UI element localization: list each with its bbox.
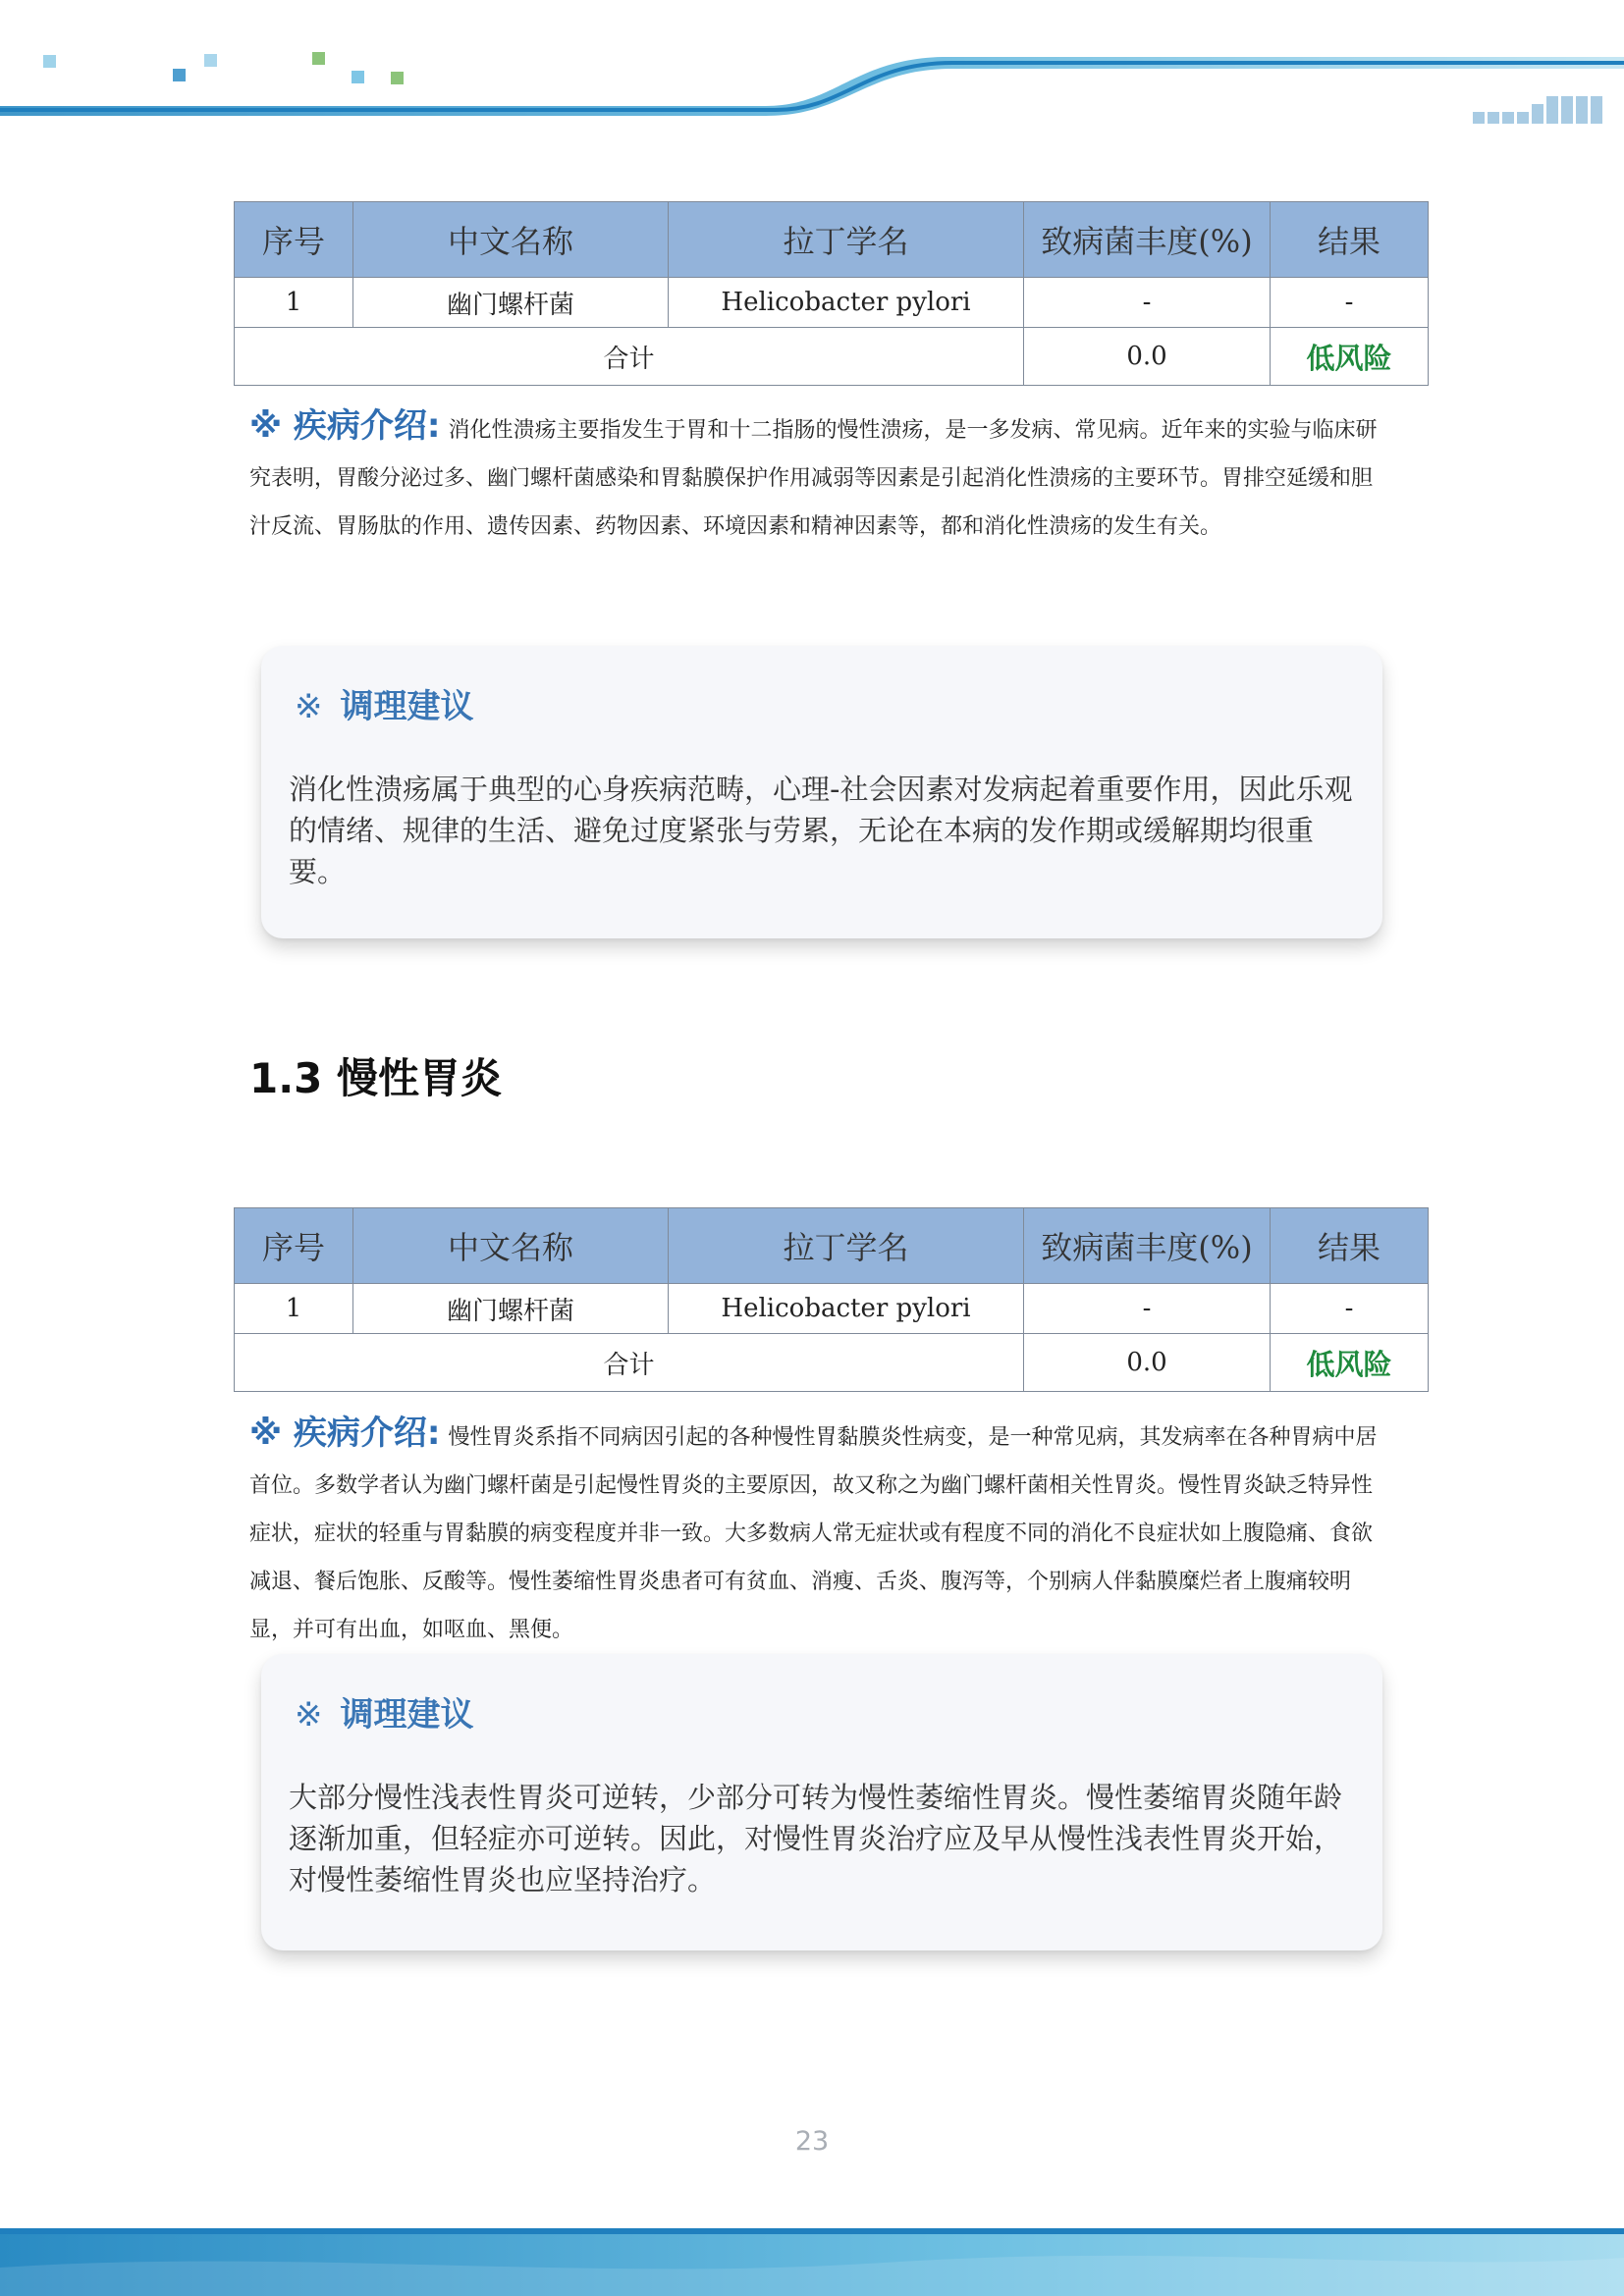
header-result: 结果 (1271, 202, 1429, 278)
table-header-row (235, 202, 1429, 278)
row-latin-name: Helicobacter pylori (669, 1284, 1024, 1334)
total-value: 0.0 (1024, 1334, 1271, 1392)
reference-mark-icon: ※ (295, 687, 323, 726)
result-table-chronic-gastritis (234, 1207, 1429, 1392)
page-number: 23 (794, 2126, 830, 2157)
header-decoration (0, 0, 1624, 137)
header-index: 序号 (235, 202, 353, 278)
reference-mark-icon: ※ (295, 1695, 323, 1735)
risk-badge: 低风险 (1271, 1334, 1429, 1392)
header-latin-name: 拉丁学名 (669, 1208, 1024, 1284)
row-index: 1 (235, 1284, 353, 1334)
header-index: 序号 (235, 1208, 353, 1284)
risk-badge: 低风险 (1271, 328, 1429, 386)
advice-title-text: 调理建议 (340, 687, 474, 726)
header-abundance: 致病菌丰度(%) (1024, 1208, 1271, 1284)
result-table-peptic-ulcer (234, 201, 1429, 386)
total-label: 合计 (235, 328, 1024, 386)
row-result: - (1271, 278, 1429, 328)
header-abundance: 致病菌丰度(%) (1024, 202, 1271, 278)
header-result: 结果 (1271, 1208, 1429, 1284)
row-latin-name: Helicobacter pylori (669, 278, 1024, 328)
disease-intro (249, 402, 1379, 551)
table-total-row (235, 328, 1429, 386)
row-cn-name: 幽门螺杆菌 (353, 278, 669, 328)
table-row (235, 1284, 1429, 1334)
advice-card-title (295, 679, 1355, 727)
header-cn-name: 中文名称 (353, 202, 669, 278)
row-abundance: - (1024, 278, 1271, 328)
footer-decoration (0, 2228, 1624, 2296)
advice-card-title (295, 1687, 1355, 1735)
disease-intro-text: 慢性胃炎系指不同病因引起的各种慢性胃黏膜炎性病变，是一种常见病，其发病率在各种胃病中居首位。多数学者认为幽门螺杆菌是引起慢性胃炎的主要原因，故又称之为幽门螺杆菌相关性胃炎。慢性胃炎缺乏特异性症状，症状的轻重与胃黏膜的病变程度并非一致。大多数病人常无症状或有程度不同的消化不良症状如上腹隐痛、食欲减退、餐后饱胀、反酸等。慢性萎缩性胃炎患者可有贫血、消瘦、舌炎、腹泻等，个别病人伴黏膜糜烂者上腹痛较明显，并可有出血，如呕血、黑便。 (249, 1425, 1378, 1642)
row-cn-name: 幽门螺杆菌 (353, 1284, 669, 1334)
disease-intro (249, 1410, 1379, 1654)
row-abundance: - (1024, 1284, 1271, 1334)
advice-card-body: 消化性溃疡属于典型的心身疾病范畴，心理-社会因素对发病起着重要作用，因此乐观的情绪、规律的生活、避免过度紧张与劳累，无论在本病的发作期或缓解期均很重要。 (289, 773, 1353, 888)
row-index: 1 (235, 278, 353, 328)
advice-card-body: 大部分慢性浅表性胃炎可逆转，少部分可转为慢性萎缩性胃炎。慢性萎缩胃炎随年龄逐渐加重，但轻症亦可逆转。因此，对慢性胃炎治疗应及早从慢性浅表性胃炎开始，对慢性萎缩性胃炎也应坚持治疗。 (289, 1781, 1343, 1896)
advice-card (261, 1654, 1382, 1950)
total-label: 合计 (235, 1334, 1024, 1392)
table-row (235, 278, 1429, 328)
row-result: - (1271, 1284, 1429, 1334)
header-cn-name: 中文名称 (353, 1208, 669, 1284)
table-header-row (235, 1208, 1429, 1284)
total-value: 0.0 (1024, 328, 1271, 386)
disease-intro-text: 消化性溃疡主要指发生于胃和十二指肠的慢性溃疡，是一多发病、常见病。近年来的实验与临床研究表明，胃酸分泌过多、幽门螺杆菌感染和胃黏膜保护作用减弱等因素是引起消化性溃疡的主要环节。胃排空延缓和胆汁反流、胃肠肽的作用、遗传因素、药物因素、环境因素和精神因素等，都和消化性溃疡的发生有关。 (249, 418, 1378, 539)
header-latin-name: 拉丁学名 (669, 202, 1024, 278)
section-heading: 1.3 慢性胃炎 (249, 1054, 503, 1102)
disease-intro-label: ※ 疾病介绍: (249, 1414, 441, 1453)
advice-card (261, 646, 1382, 938)
table-total-row (235, 1334, 1429, 1392)
advice-title-text: 调理建议 (340, 1695, 474, 1735)
disease-intro-label: ※ 疾病介绍: (249, 406, 441, 446)
